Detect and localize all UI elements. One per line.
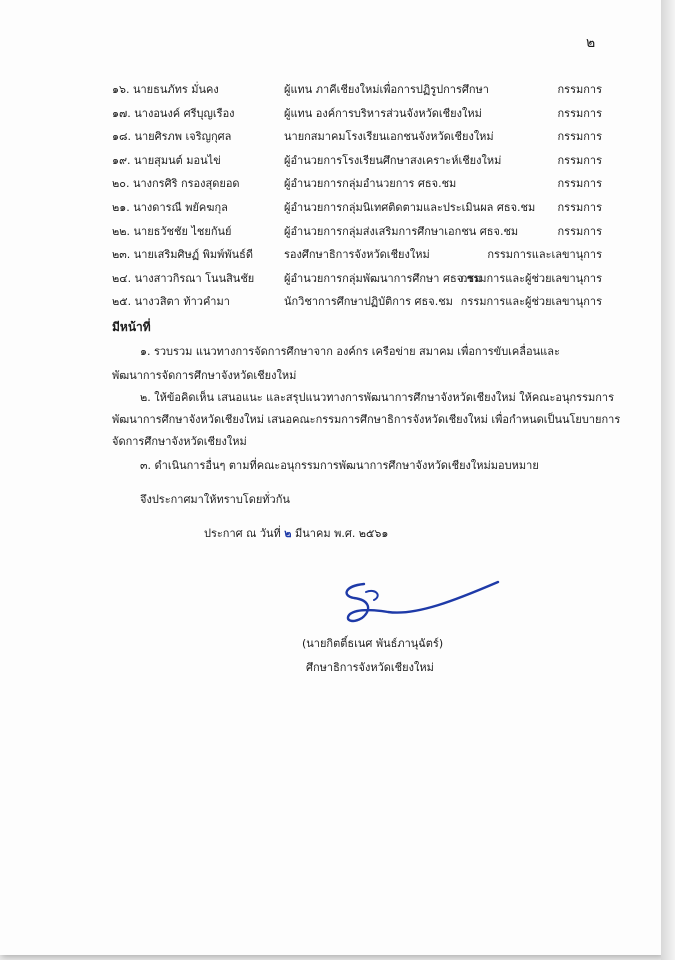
- member-role: กรรมการ: [557, 83, 602, 96]
- duty-2-line-1: ๒. ให้ข้อคิดเห็น เสนอแนะ และสรุปแนวทางการพัฒนาการศึกษาจังหวัดเชียงใหม่ ให้คณะอนุกรรมการ: [140, 391, 614, 404]
- member-role: กรรมการ: [557, 224, 602, 238]
- member-name: ๒๕. นางวสิตา ท้าวคำมา: [112, 295, 230, 309]
- member-role: กรรมการ: [557, 177, 602, 191]
- date-prefix: ประกาศ ณ วันที่: [204, 527, 281, 540]
- member-role: กรรมการ: [557, 130, 602, 144]
- duty-1-line-1: ๑. รวบรวม แนวทางการจัดการศึกษาจาก องค์กร เครือข่าย สมาคม เพื่อการขับเคลื่อนและ: [140, 345, 560, 358]
- member-row: [112, 292, 602, 316]
- duties-heading: มีหน้าที่: [112, 320, 151, 334]
- member-position: ผู้อำนวยการกลุ่มพัฒนาการศึกษา ศธจ.ชม: [284, 271, 482, 285]
- member-role: กรรมการและผู้ช่วยเลขานุการ: [460, 271, 602, 285]
- member-row: [112, 151, 602, 175]
- duty-1-line-2: พัฒนาการจัดการศึกษาจังหวัดเชียงใหม่: [112, 369, 297, 382]
- duty-2-line-3: จัดการศึกษาจังหวัดเชียงใหม่: [112, 435, 247, 448]
- member-name: ๒๔. นางสาวกิรณา โนนสินชัย: [112, 271, 255, 285]
- member-row: [112, 222, 602, 246]
- signer-title: ศึกษาธิการจังหวัดเชียงใหม่: [306, 661, 434, 674]
- member-position: ผู้อำนวยการกลุ่มส่งเสริมการศึกษาเอกชน ศธจ.ชม: [284, 224, 519, 238]
- member-position: นายกสมาคมโรงเรียนเอกชนจังหวัดเชียงใหม่: [284, 130, 494, 144]
- member-name: ๒๑. นางดารณี พยัคฆกุล: [112, 200, 228, 214]
- member-position: ผู้อำนวยการกลุ่มนิเทศติดตามและประเมินผล ศธจ.ชม: [284, 200, 536, 214]
- date-day-handwritten: ๒: [284, 527, 292, 540]
- member-position: ผู้แทน ภาคีเชียงใหม่เพื่อการปฏิรูปการศึกษา: [284, 83, 489, 96]
- page-number: ๒: [586, 35, 596, 51]
- member-role: กรรมการ: [557, 153, 602, 167]
- member-row: [112, 245, 602, 269]
- member-row: [112, 174, 602, 198]
- member-name: ๑๖. นายธนภัทร มั่นคง: [112, 83, 219, 96]
- member-name: ๑๙. นายสุมนต์ มอนไข่: [112, 153, 221, 167]
- member-row: [112, 80, 602, 104]
- scan-edge: [661, 0, 675, 960]
- member-role: กรรมการและผู้ช่วยเลขานุการ: [460, 295, 602, 309]
- member-name: ๒๓. นายเสริมศิษฏ์ พิมพ์พันธ์ดี: [112, 248, 254, 262]
- member-name: ๑๗. นางอนงค์ ศรีบุญเรือง: [112, 106, 235, 120]
- date-month-year: มีนาคม พ.ศ. ๒๕๖๑: [295, 527, 389, 540]
- member-name: ๒๐. นางกรศิริ กรองสุดยอด: [112, 177, 240, 191]
- announcement-date: [204, 524, 388, 542]
- announcement-text: จึงประกาศมาให้ทราบโดยทั่วกัน: [140, 493, 290, 506]
- member-role: กรรมการ: [557, 106, 602, 120]
- member-position: ผู้อำนวยการโรงเรียนศึกษาสงเคราะห์เชียงใหม่: [284, 153, 502, 167]
- member-position: ผู้แทน องค์การบริหารส่วนจังหวัดเชียงใหม่: [284, 106, 482, 120]
- member-role: กรรมการและเลขานุการ: [487, 248, 602, 262]
- member-row: [112, 127, 602, 151]
- member-name: ๑๘. นายศิรภพ เจริญกุศล: [112, 130, 232, 144]
- member-name: ๒๒. นายธวัชชัย ไชยกันย์: [112, 224, 232, 238]
- member-row: [112, 104, 602, 128]
- member-role: กรรมการ: [557, 200, 602, 214]
- committee-member-list: [112, 80, 602, 316]
- duty-2-line-2: พัฒนาการศึกษาจังหวัดเชียงใหม่ เสนอคณะกรรมการศึกษาธิการจังหวัดเชียงใหม่ เพื่อกำหนดเป็นนโยบายการ: [112, 413, 621, 426]
- member-position: นักวิชาการศึกษาปฏิบัติการ ศธจ.ชม: [284, 295, 453, 309]
- member-row: [112, 198, 602, 222]
- signature-image: [336, 570, 506, 630]
- signer-name: (นายกิตติ์ธเนศ พันธ์ภานุฉัตร์): [302, 637, 444, 650]
- duty-3-line-1: ๓. ดำเนินการอื่นๆ ตามที่คณะอนุกรรมการพัฒนาการศึกษาจังหวัดเชียงใหม่มอบหมาย: [140, 459, 539, 472]
- member-position: รองศึกษาธิการจังหวัดเชียงใหม่: [284, 248, 430, 262]
- member-row: [112, 269, 602, 293]
- member-position: ผู้อำนวยการกลุ่มอำนวยการ ศธจ.ชม: [284, 177, 457, 191]
